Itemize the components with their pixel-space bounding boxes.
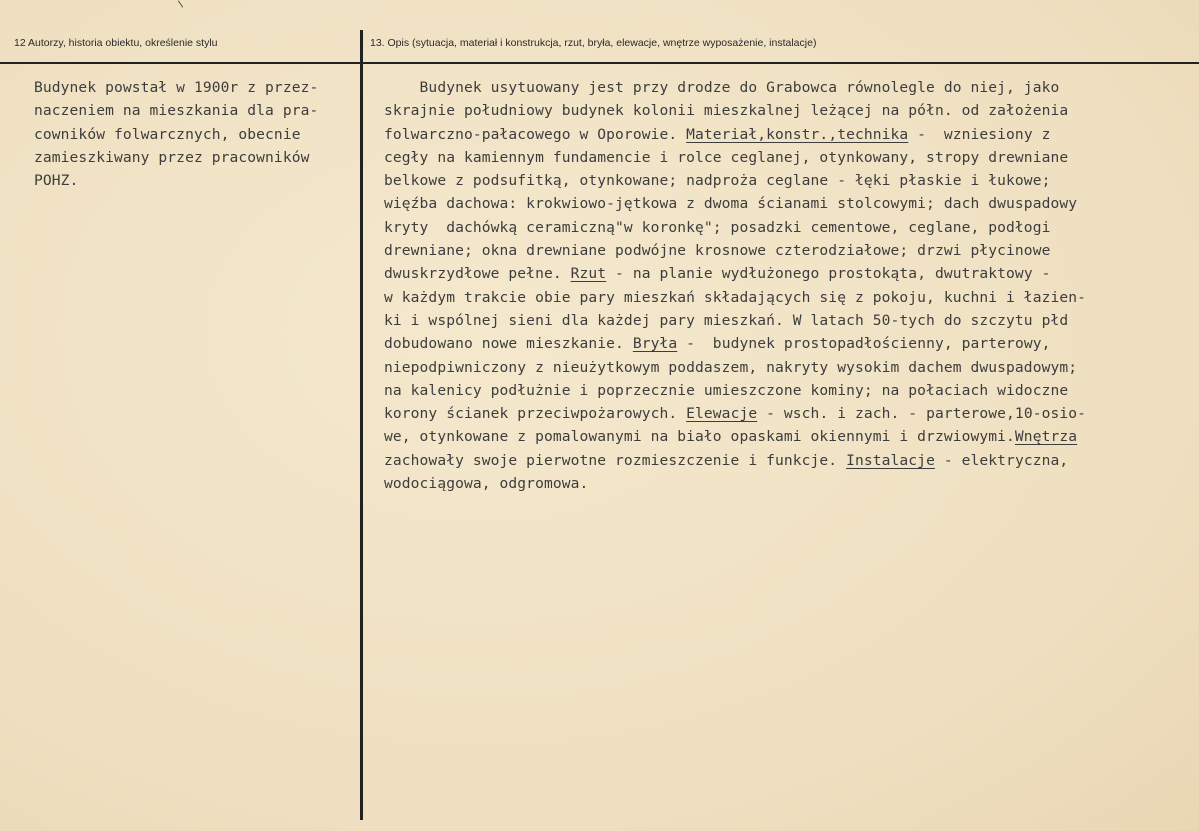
description-line: więźba dachowa: krokwiowo-jętkowa z dwoma ścianami stolcowymi; dach dwuspadowy — [384, 195, 1078, 213]
heading-bryla: Bryła — [632, 335, 678, 353]
history-line: naczeniem na mieszkania dla pra- — [34, 102, 319, 120]
heading-elewacje: Elewacje — [686, 405, 758, 423]
header-divider — [0, 62, 1199, 64]
description-line: w każdym trakcie obie pary mieszkań składających się z pokoju, kuchni i łazien- — [384, 288, 1087, 306]
description-line: we, otynkowane z pomalowanymi na biało opaskami okiennymi i drzwiowymi.Wnętrza — [384, 428, 1078, 446]
history-line: Budynek powstał w 1900r z przez- — [34, 79, 319, 96]
heading-instalacje: Instalacje — [846, 451, 935, 469]
history-line: cowników folwarcznych, obecnie — [34, 125, 301, 143]
history-line: POHZ. — [34, 172, 79, 190]
description-line: niepodpiwniczony z nieużytkowym poddaszem, nakryty wysokim dachem dwuspadowym; — [384, 358, 1078, 376]
history-text — [34, 76, 318, 192]
section-12-header: 12 Autorzy, historia obiektu, określenie stylu — [14, 37, 218, 49]
description-line: wodociągowa, odgromowa. — [384, 475, 589, 493]
heading-wnetrza: Wnętrza — [1014, 428, 1078, 446]
description-line: belkowe z podsufitką, otynkowane; nadproża ceglane - łęki płaskie i łukowe; — [384, 172, 1051, 190]
description-line: zachowały swoje pierwotne rozmieszczenie i funkcje. Instalacje - elektryczna, — [384, 451, 1069, 469]
description-line: cegły na kamiennym fundamencie i rolce ceglanej, otynkowany, stropy drewniane — [384, 148, 1069, 166]
description-line: skrajnie południowy budynek kolonii mieszkalnej leżącej na półn. od założenia — [384, 102, 1069, 120]
column-divider — [360, 30, 363, 820]
heading-material: Materiał,konstr.,technika — [686, 125, 909, 143]
description-text — [384, 76, 1086, 495]
description-line: folwarczno-pałacowego w Oporowie. Materiał,konstr.,technika - wzniesiony z — [384, 125, 1051, 143]
description-line: kryty dachówką ceramiczną"w koronkę"; posadzki cementowe, ceglane, podłogi — [384, 218, 1051, 236]
description-line: Budynek usytuowany jest przy drodze do Grabowca równolegle do niej, jako — [384, 79, 1060, 96]
section-13-header: 13. Opis (sytuacja, materiał i konstrukcja, rzut, bryła, elewacje, wnętrze wyposażenie, instalacje) — [370, 37, 817, 49]
description-line: drewniane; okna drewniane podwójne krosnowe czterodziałowe; drzwi płycinowe — [384, 242, 1051, 260]
description-line: na kalenicy podłużnie i poprzecznie umieszczone kominy; na połaciach widoczne — [384, 381, 1069, 399]
history-line: zamieszkiwany przez pracowników — [34, 148, 310, 166]
description-line: dobudowano nowe mieszkanie. Bryła - budynek prostopadłościenny, parterowy, — [384, 335, 1051, 353]
description-line: dwuskrzydłowe pełne. Rzut - na planie wydłużonego prostokąta, dwutraktowy - — [384, 265, 1051, 283]
description-line: korony ścianek przeciwpożarowych. Elewacje - wsch. i zach. - parterowe,10-osio- — [384, 405, 1087, 423]
heading-rzut: Rzut — [570, 265, 607, 283]
description-line: ki i wspólnej sieni dla każdej pary mieszkań. W latach 50-tych do szczytu płd — [384, 311, 1069, 329]
